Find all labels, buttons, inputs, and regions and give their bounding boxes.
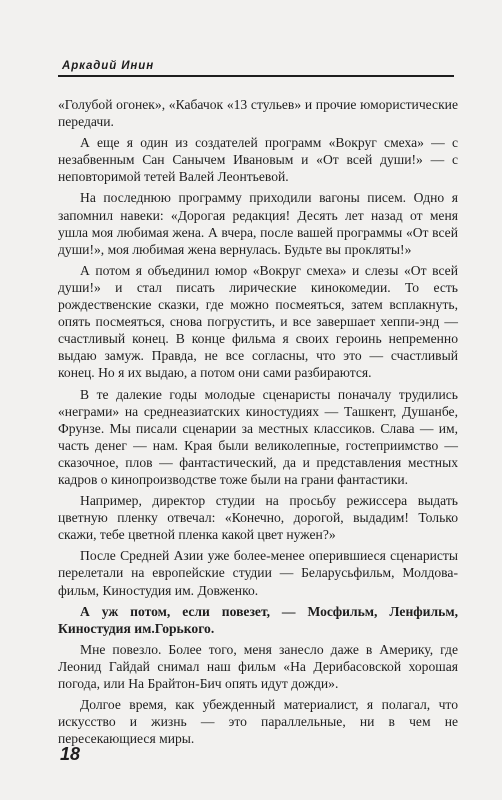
paragraph: А еще я один из создателей программ «Вокруг смеха» — с незабвенным Сан Санычем Ивановым и «От всей души!» — с неповторимой тетей Валей Леонтьевой. (58, 135, 458, 185)
paragraph: «Голубой огонек», «Кабачок «13 стульев» и прочие юмористические передачи. (58, 97, 458, 130)
running-header-author: Аркадий Инин (62, 60, 155, 72)
paragraph: В те далекие годы молодые сценаристы поначалу трудились «неграми» на среднеазиатских киностудиях — Ташкент, Душанбе, Фрунзе. Мы писали сценарии за местных классиков. Слава — им, часть денег — нам. Края были великолепные, гостеприимство — сказочное, плов — фантастический, да и представления местных кадров о кинопроизводстве тоже были на грани фантастики. (58, 386, 458, 487)
paragraph: А уж потом, если повезет, — Мосфильм, Ленфильм, Киностудия им.Горького. (58, 603, 458, 636)
header-rule (58, 75, 454, 77)
paragraph: Долгое время, как убежденный материалист, я полагал, что искусство и жизнь — это параллельные, ни в чем не пересекающиеся миры. (58, 697, 458, 747)
paragraph: Мне повезло. Более того, меня занесло даже в Америку, где Леонид Гайдай снимал наш фильм «На Дерибасовской хорошая погода, или На Брайтон-Бич опять идут дожди». (58, 641, 458, 691)
page-number: 18 (60, 744, 81, 764)
paragraph: На последнюю программу приходили вагоны писем. Одно я запомнил навеки: «Дорогая редакция! Десять лет назад от меня ушла моя любимая жена. А вчера, после вашей программы «От всей души!», моя любимая жена вернулась. Будьте вы прокляты!» (58, 190, 458, 257)
paragraph: После Средней Азии уже более-менее оперившиеся сценаристы перелетали на европейские студии — Беларусьфильм, Молдова-фильм, Киностудия им. Довженко. (58, 548, 458, 598)
paragraph: А потом я объединил юмор «Вокруг смеха» и слезы «От всей души!» и стал писать лирические кинокомедии. То есть рождественские сказки, где можно посмеяться, затем всплакнуть, опять посмеяться, снова погрустить, и все завершает хеппи-энд — счастливый конец. В конце фильма я своих героинь непременно выдаю замуж. Правда, не все согласны, что это — счастливый конец. Но я их выдаю, а потом они сами разбираются. (58, 262, 458, 381)
body-text (58, 96, 458, 751)
paragraph: Например, директор студии на просьбу режиссера выдать цветную пленку отвечал: «Конечно, дорогой, выдадим! Только скажи, тебе цветной пленка какой цвет нужен?» (58, 493, 458, 543)
